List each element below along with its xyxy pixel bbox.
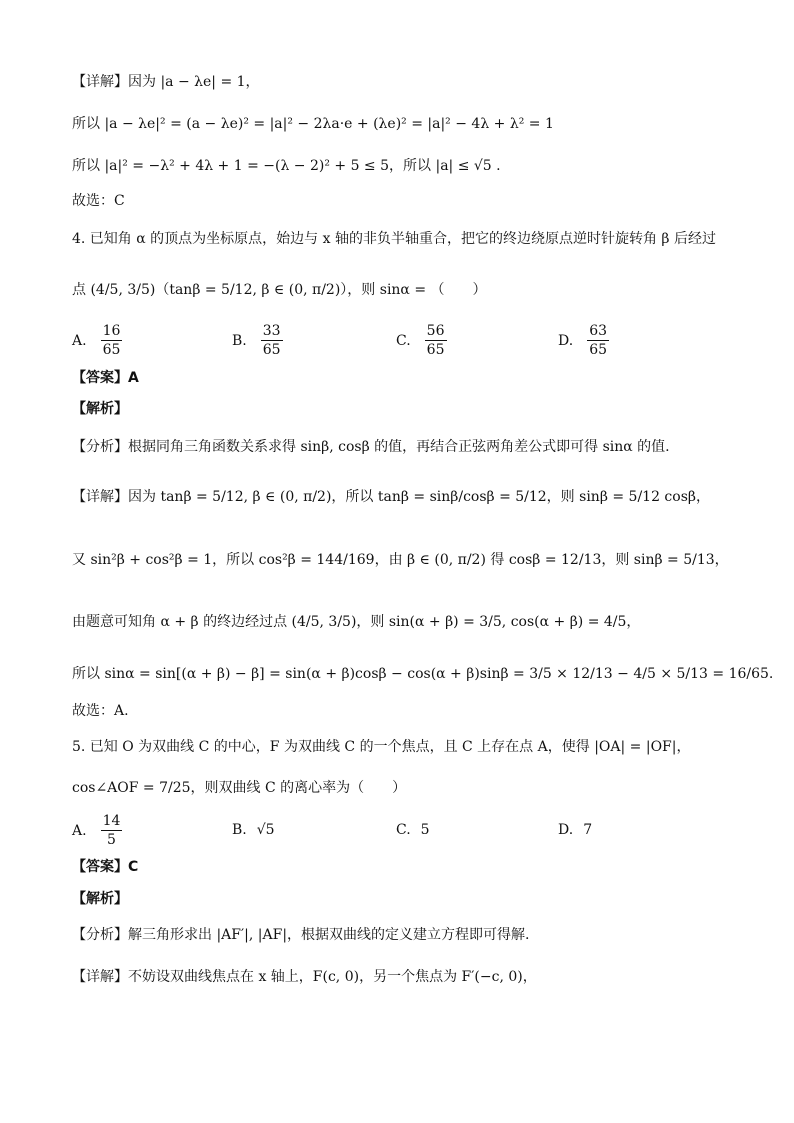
q4-answer: 【答案】A xyxy=(72,370,139,386)
q5-option-a xyxy=(72,812,126,849)
q4-option-c-fraction: $\frac{56}{65}$ xyxy=(426,323,445,358)
q4-option-d-fraction: $\frac{63}{65}$ xyxy=(589,323,608,358)
q5-option-b xyxy=(232,820,275,840)
q4-detail-3: 由题意可知角 α + β 的终边经过点 (4/5, 3/5)，则 sin(α + β) = 3/5, cos(α + β) = 4/5， xyxy=(72,614,641,630)
q4-detail-4: 所以 sinα = sin[(α + β) − β] = sin(α + β)cosβ − cos(α + β)sinβ = 3/5 × 12/13 − 4/5 × 5/13 = 16/65. xyxy=(72,666,774,682)
q5-analysis: 【分析】解三角形求出 |AF′|, |AF|，根据双曲线的定义建立方程即可得解. xyxy=(72,927,530,943)
q4-analysis: 【分析】根据同角三角函数关系求得 sinβ, cosβ 的值，再结合正弦两角差公式即可得 sinα 的值. xyxy=(72,439,670,455)
q4-option-a-label: A. xyxy=(72,332,87,349)
solution-line-2: 所以 |a − λe|² = (a − λe)² = |a|² − 2λa·e + (λe)² = |a|² − 4λ + λ² = 1 xyxy=(72,116,554,132)
q5-jiexi: 【解析】 xyxy=(72,891,128,907)
q4-option-b-fraction: $\frac{33}{65}$ xyxy=(262,323,281,358)
q4-detail-1: 【详解】因为 tanβ = 5/12, β ∈ (0, π/2)，所以 tanβ = sinβ/cosβ = 5/12，则 sinβ = 5/12 cosβ， xyxy=(72,489,710,505)
question-5-stem: 5. 已知 O 为双曲线 C 的中心，F 为双曲线 C 的一个焦点，且 C 上存在点 A，使得 |OA| = |OF|， xyxy=(72,739,691,755)
q4-option-c-label: C. xyxy=(396,332,411,349)
q4-option-a-fraction: $\frac{16}{65}$ xyxy=(102,323,121,358)
q4-option-d xyxy=(558,322,613,359)
q4-option-b-label: B. xyxy=(232,332,247,349)
q5-option-d-value: 7 xyxy=(583,822,593,838)
q4-option-b xyxy=(232,322,287,359)
q5-option-b-label: B. xyxy=(232,822,247,838)
solution-line-3: 所以 |a|² = −λ² + 4λ + 1 = −(λ − 2)² + 5 ≤ 5，所以 |a| ≤ √5 . xyxy=(72,158,501,174)
q4-option-c xyxy=(396,322,451,359)
question-5-stem-2: cos∠AOF = 7/25，则双曲线 C 的离心率为（ ） xyxy=(72,780,407,796)
q5-option-d xyxy=(558,820,592,840)
q5-answer: 【答案】C xyxy=(72,859,139,875)
q5-option-b-value: √5 xyxy=(256,822,275,838)
q4-option-a xyxy=(72,322,126,359)
q5-detail-1: 【详解】不妨设双曲线焦点在 x 轴上，F(c, 0)，另一个焦点为 F′(−c, 0)， xyxy=(72,969,537,985)
q5-option-c-value: 5 xyxy=(420,822,430,838)
q4-jiexi: 【解析】 xyxy=(72,401,128,417)
q4-selection: 故选：A. xyxy=(72,703,129,719)
question-4-stem-2: 点 (4/5, 3/5)（tanβ = 5/12, β ∈ (0, π/2)），则 sinα = （ ） xyxy=(72,282,487,298)
question-4-stem: 4. 已知角 α 的顶点为坐标原点，始边与 x 轴的非负半轴重合，把它的终边绕原点逆时针旋转角 β 后经过 xyxy=(72,231,716,247)
solution-line-1: 【详解】因为 |a − λe| = 1， xyxy=(72,74,260,90)
q5-option-c xyxy=(396,820,430,840)
selection-line: 故选：C xyxy=(72,193,125,209)
q5-option-a-fraction: $\frac{14}{5}$ xyxy=(102,813,121,848)
q4-option-d-label: D. xyxy=(558,332,574,349)
q5-option-a-label: A. xyxy=(72,822,87,839)
q4-detail-2: 又 sin²β + cos²β = 1，所以 cos²β = 144/169，由 β ∈ (0, π/2) 得 cosβ = 12/13，则 sinβ = 5/13， xyxy=(72,552,729,568)
q5-option-d-label: D. xyxy=(558,822,574,838)
q5-option-c-label: C. xyxy=(396,822,411,838)
